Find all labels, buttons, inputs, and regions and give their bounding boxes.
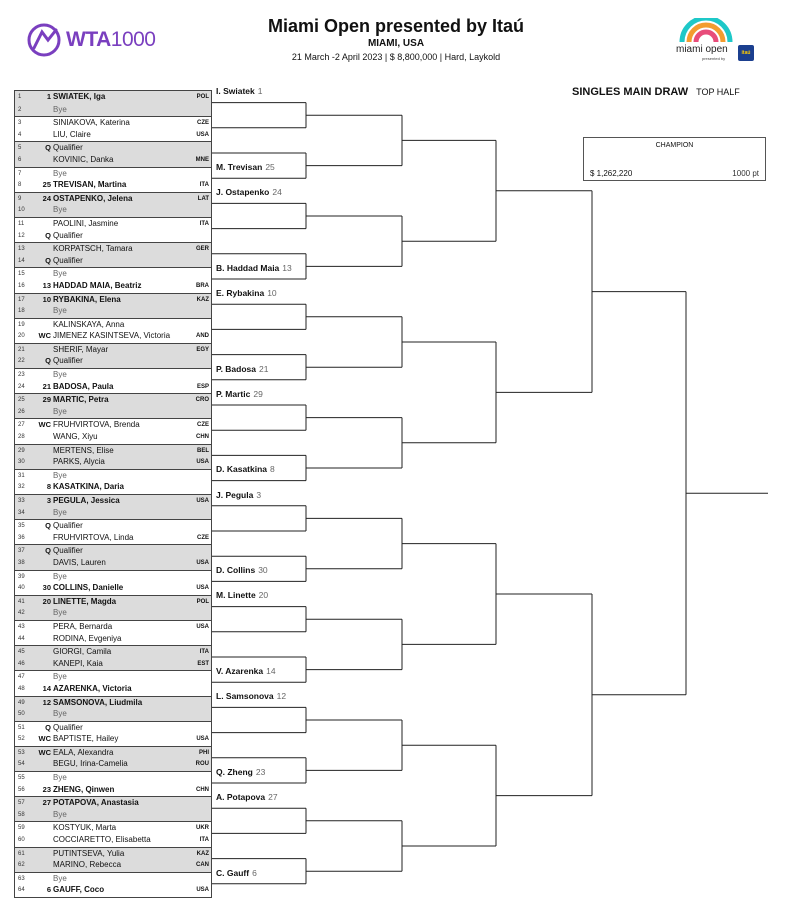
entry-position: 3	[18, 120, 22, 127]
entry-position: 14	[18, 257, 25, 264]
entry-position: 47	[18, 674, 25, 681]
entry-player-name: LIU, Claire	[53, 129, 91, 139]
entry-position: 60	[18, 837, 25, 844]
wta-logo-number: 1000	[110, 28, 156, 51]
entry-seed: 20	[42, 596, 51, 606]
round-two-winner	[216, 187, 282, 197]
entry-position: 13	[18, 246, 25, 253]
miami-logo-text: miami open	[676, 44, 728, 55]
entry-position: 64	[18, 887, 25, 894]
entry-position: 10	[18, 207, 25, 214]
entry-player-name: Bye	[53, 571, 67, 581]
itau-logo: itaú	[738, 45, 754, 61]
entry-player-name: Qualifier	[53, 722, 83, 732]
entry-player-name: KOVINIC, Danka	[53, 154, 114, 164]
entry-country: KAZ	[196, 850, 209, 857]
winner-seed: 12	[276, 691, 287, 702]
winner-name: V. Azarenka	[216, 665, 264, 676]
winner-seed: 13	[282, 262, 292, 273]
winner-seed: 20	[258, 590, 269, 601]
entry-player-name: WANG, Xiyu	[53, 432, 98, 442]
entry-position: 7	[18, 170, 22, 177]
winner-seed: 6	[252, 867, 257, 878]
entry-position: 50	[18, 711, 25, 718]
entry-seed: Q	[45, 230, 51, 240]
entry-seed: Q	[45, 356, 51, 366]
entry-position: 6	[18, 156, 22, 163]
entry-player-name: BADOSA, Paula	[53, 381, 114, 391]
entry-seed: 24	[42, 193, 51, 203]
entry-player-name: DAVIS, Lauren	[53, 557, 106, 567]
entry-player-name: Bye	[53, 168, 67, 178]
winner-seed: 10	[267, 287, 277, 298]
entry-player-name: Bye	[53, 205, 67, 215]
entry-country: USA	[196, 459, 209, 466]
entry-player-name: PUTINTSEVA, Yulia	[53, 848, 125, 858]
champion-title: CHAMPION	[655, 142, 694, 149]
entry-player-name: KANEPI, Kaia	[53, 658, 103, 668]
winner-name: J. Ostapenko	[216, 187, 270, 198]
entry-country: USA	[196, 498, 209, 504]
entry-position: 33	[18, 498, 25, 504]
entry-player-name: PARKS, Alycia	[53, 457, 105, 467]
entry-position: 24	[18, 383, 25, 390]
draw-half: TOP HALF	[696, 87, 740, 97]
winner-name: P. Badosa	[216, 363, 257, 374]
entry-player-name: COCCIARETTO, Elisabetta	[53, 835, 151, 845]
entry-position: 37	[18, 548, 25, 555]
winner-name: Q. Zheng	[216, 766, 253, 777]
entry-player-name: Bye	[53, 104, 67, 114]
winner-name: D. Kasatkina	[216, 464, 268, 475]
winner-seed: 14	[266, 665, 276, 676]
entry-seed: 10	[42, 294, 51, 304]
entry-player-name: GAUFF, Coco	[53, 885, 105, 895]
entry-player-name: Qualifier	[53, 356, 83, 366]
winner-name: L. Samsonova	[216, 691, 274, 702]
entry-player-name: KASATKINA, Daria	[53, 482, 124, 492]
round-two-winner	[216, 565, 268, 575]
entry-player-name: Bye	[53, 269, 67, 279]
tournament-info: 21 March -2 April 2023 | $ 8,800,000 | Hard, Laykold	[291, 52, 501, 62]
entry-country: CHN	[196, 434, 209, 441]
entry-country: USA	[196, 131, 209, 138]
entry-player-name: PEGULA, Jessica	[53, 496, 120, 505]
entry-position: 38	[18, 559, 25, 566]
entry-player-name: JIMENEZ KASINTSEVA, Victoria	[53, 331, 171, 341]
entry-country: KAZ	[196, 296, 209, 303]
entry-position: 48	[18, 685, 25, 692]
entry-country: ITA	[199, 649, 209, 656]
entry-player-name: Bye	[53, 809, 67, 819]
entry-seed: Q	[45, 255, 51, 265]
entry-player-name: TREVISAN, Martina	[53, 180, 127, 190]
round-two-winner	[216, 490, 261, 500]
entry-seed: 12	[42, 697, 51, 707]
entry-player-name: COLLINS, Danielle	[53, 583, 124, 593]
entry-player-name: AZARENKA, Victoria	[53, 683, 132, 693]
entry-country: POL	[196, 598, 209, 605]
entry-position: 11	[18, 220, 25, 227]
entry-position: 1	[18, 94, 22, 100]
entry-seed: Q	[45, 722, 51, 732]
winner-name: J. Pegula	[216, 489, 254, 500]
entry-player-name: Qualifier	[53, 521, 83, 531]
entry-player-name: SAMSONOVA, Liudmila	[53, 697, 143, 707]
winner-name: I. Swiatek	[216, 86, 255, 97]
entry-seed: Q	[45, 521, 51, 531]
entry-player-name: LINETTE, Magda	[53, 596, 117, 606]
entry-country: CZE	[197, 120, 209, 127]
round-two-winner	[216, 666, 276, 676]
entry-position: 51	[18, 724, 25, 731]
entry-position: 26	[18, 408, 25, 415]
entry-seed: 23	[42, 784, 51, 794]
entry-position: 43	[18, 623, 25, 630]
round-two-winner	[216, 767, 265, 777]
draw-title: SINGLES MAIN DRAW	[572, 86, 689, 98]
entry-player-name: KALINSKAYA, Anna	[53, 319, 125, 329]
entry-player-name: Bye	[53, 507, 67, 517]
entry-country: BEL	[197, 447, 209, 454]
winner-name: P. Martic	[216, 388, 251, 399]
entry-position: 18	[18, 308, 25, 315]
winner-seed: 29	[253, 388, 263, 399]
entry-country: ITA	[199, 220, 209, 227]
round-two-winner	[216, 868, 257, 878]
entry-position: 42	[18, 610, 25, 617]
entry-player-name: KOSTYUK, Marta	[53, 823, 117, 833]
entry-seed: 25	[42, 180, 51, 190]
champion-points: 1000 pt	[732, 169, 759, 178]
round-two-winner	[216, 162, 275, 172]
entry-position: 52	[18, 736, 25, 743]
entry-position: 20	[18, 333, 25, 340]
entry-seed: Q	[45, 546, 51, 556]
winner-name: E. Rybakina	[216, 287, 265, 298]
entry-position: 19	[18, 321, 25, 328]
entry-country: UKR	[196, 825, 209, 832]
entry-player-name: OSTAPENKO, Jelena	[53, 193, 133, 203]
winner-seed: 27	[268, 791, 278, 802]
round-two-winner	[216, 288, 277, 298]
entry-seed: 14	[42, 683, 51, 693]
entry-player-name: RYBAKINA, Elena	[53, 294, 121, 304]
entry-position: 53	[18, 749, 25, 756]
entry-country: AND	[196, 333, 209, 340]
entry-position: 41	[18, 598, 25, 605]
winner-name: A. Potapova	[216, 791, 266, 802]
entry-position: 2	[18, 106, 22, 113]
entry-seed: 1	[46, 92, 51, 101]
tournament-title: Miami Open presented by Itaú	[267, 16, 525, 36]
winner-name: C. Gauff	[216, 867, 250, 878]
entry-player-name: Bye	[53, 370, 67, 380]
entry-player-name: GIORGI, Camila	[53, 647, 112, 657]
entry-seed: 13	[42, 280, 51, 290]
winner-seed: 21	[259, 363, 269, 374]
entry-player-name: MERTENS, Elise	[53, 445, 114, 455]
winner-seed: 1	[257, 86, 263, 97]
entry-player-name: Bye	[53, 773, 67, 783]
entry-country: PHI	[198, 749, 209, 756]
entry-position: 39	[18, 573, 25, 580]
entry-position: 12	[18, 232, 25, 239]
entry-country: USA	[196, 736, 209, 743]
winner-name: D. Collins	[216, 565, 256, 576]
entry-country: ROU	[195, 761, 209, 768]
entry-country: CRO	[195, 397, 209, 404]
entry-country: USA	[196, 559, 209, 566]
entry-seed: 29	[42, 395, 51, 405]
entry-position: 34	[18, 509, 25, 516]
entry-player-name: BAPTISTE, Hailey	[53, 734, 119, 744]
entry-position: 55	[18, 775, 25, 782]
entry-position: 30	[18, 459, 25, 466]
entry-player-name: POTAPOVA, Anastasia	[53, 798, 139, 808]
round-two-winner	[216, 86, 262, 96]
entry-country: USA	[196, 623, 209, 630]
entry-seed: 8	[46, 482, 51, 492]
entry-country: POL	[196, 94, 209, 100]
entry-player-name: MARTIC, Petra	[53, 395, 109, 405]
entry-player-name: EALA, Alexandra	[53, 747, 114, 757]
entry-seed: 6	[46, 885, 51, 895]
entry-country: CZE	[197, 534, 209, 541]
entry-player-name: Bye	[53, 470, 67, 480]
entry-position: 16	[18, 282, 25, 289]
entry-player-name: Qualifier	[53, 230, 83, 240]
entry-player-name: KORPATSCH, Tamara	[53, 244, 133, 254]
entry-seed: 21	[42, 381, 51, 391]
entry-seed: Q	[45, 143, 51, 153]
entry-position: 56	[18, 786, 25, 793]
entry-player-name: SWIATEK, Iga	[53, 92, 106, 101]
winner-seed: 30	[258, 565, 268, 576]
winner-name: M. Linette	[216, 590, 256, 601]
entry-position: 57	[18, 800, 25, 807]
entry-player-name: Bye	[53, 406, 67, 416]
entry-player-name: Bye	[53, 608, 67, 618]
entry-seed: 3	[46, 496, 51, 505]
entry-country: USA	[196, 585, 209, 592]
entry-country: ITA	[199, 182, 209, 189]
tournament-city: MIAMI, USA	[367, 38, 425, 49]
winner-seed: 3	[256, 489, 262, 500]
entry-country: USA	[196, 887, 209, 894]
entry-position: 35	[18, 523, 25, 530]
entry-country: CHN	[196, 786, 209, 793]
entry-player-name: BEGU, Irina-Camelia	[53, 759, 128, 769]
entry-country: CZE	[197, 422, 209, 429]
winner-seed: 25	[265, 161, 275, 172]
entry-seed: WC	[38, 331, 51, 341]
winner-seed: 24	[272, 187, 282, 198]
entry-player-name: Qualifier	[53, 255, 83, 265]
entry-position: 46	[18, 660, 25, 667]
entry-country: EST	[197, 660, 209, 667]
round-two-winner	[216, 691, 286, 701]
round-two-winner	[216, 464, 275, 474]
entry-position: 44	[18, 635, 25, 642]
entry-position: 29	[18, 447, 25, 454]
entry-position: 54	[18, 761, 25, 768]
entry-position: 5	[18, 145, 22, 152]
entry-country: ESP	[196, 383, 209, 390]
entry-position: 31	[18, 472, 25, 479]
round-two-winner	[216, 364, 268, 374]
entry-player-name: Qualifier	[53, 546, 83, 556]
round-two-winner	[216, 590, 268, 600]
entry-player-name: ZHENG, Qinwen	[53, 784, 115, 794]
entry-position: 40	[18, 585, 25, 592]
entry-country: GER	[195, 246, 209, 253]
entry-seed: WC	[38, 734, 51, 744]
entry-player-name: MARINO, Rebecca	[53, 860, 122, 870]
entry-player-name: PAOLINI, Jasmine	[53, 218, 119, 228]
round-two-winner	[216, 263, 292, 273]
entry-position: 8	[18, 182, 22, 189]
entry-player-name: HADDAD MAIA, Beatriz	[53, 280, 142, 290]
entry-country: LAT	[197, 195, 209, 202]
entry-player-name: SHERIF, Mayar	[53, 344, 109, 354]
entry-position: 28	[18, 434, 25, 441]
entry-position: 61	[18, 850, 25, 857]
entry-position: 21	[18, 346, 25, 353]
entry-position: 62	[18, 862, 25, 869]
entry-position: 15	[18, 271, 25, 278]
entry-position: 22	[18, 358, 25, 365]
entry-position: 17	[18, 296, 25, 303]
entry-seed: 27	[42, 798, 51, 808]
entry-player-name: Bye	[53, 672, 67, 682]
winner-seed: 8	[270, 464, 275, 475]
entry-player-name: Bye	[53, 709, 67, 719]
entry-position: 49	[18, 699, 25, 706]
entry-country: ITA	[199, 837, 209, 844]
winner-name: M. Trevisan	[216, 161, 263, 172]
entry-country: BRA	[196, 282, 209, 289]
entry-position: 63	[18, 875, 25, 882]
entry-country: MNE	[195, 156, 209, 163]
entry-country: EGY	[196, 346, 209, 353]
entry-position: 27	[18, 422, 25, 429]
entry-position: 4	[18, 131, 22, 138]
entry-seed: 30	[42, 583, 51, 593]
round-two-winner	[216, 792, 278, 802]
wta-logo-text: WTA	[66, 28, 111, 51]
entry-player-name: SINIAKOVA, Katerina	[53, 118, 130, 128]
entry-seed: WC	[38, 747, 51, 757]
entry-player-name: PERA, Bernarda	[53, 621, 113, 631]
entry-player-name: Qualifier	[53, 143, 83, 153]
entry-player-name: RODINA, Evgeniya	[53, 633, 122, 643]
winner-name: B. Haddad Maia	[216, 262, 280, 273]
entry-country: CAN	[196, 862, 209, 869]
winner-seed: 23	[255, 766, 266, 777]
entry-seed: WC	[38, 420, 51, 430]
miami-logo-subtext: presented by	[702, 56, 726, 61]
entry-position: 36	[18, 534, 25, 541]
entry-position: 59	[18, 825, 25, 832]
entry-position: 32	[18, 484, 25, 491]
entry-position: 23	[18, 372, 25, 379]
entry-position: 45	[18, 649, 25, 656]
entry-player-name: FRUHVIRTOVA, Brenda	[53, 420, 140, 430]
entry-position: 9	[18, 195, 22, 202]
entry-player-name: FRUHVIRTOVA, Linda	[53, 532, 134, 542]
entry-position: 58	[18, 811, 25, 818]
champion-prize: $ 1,262,220	[590, 169, 633, 178]
entry-player-name: Bye	[53, 306, 67, 316]
entry-position: 25	[18, 397, 25, 404]
entry-player-name: Bye	[53, 873, 67, 883]
round-two-winner	[216, 389, 263, 399]
